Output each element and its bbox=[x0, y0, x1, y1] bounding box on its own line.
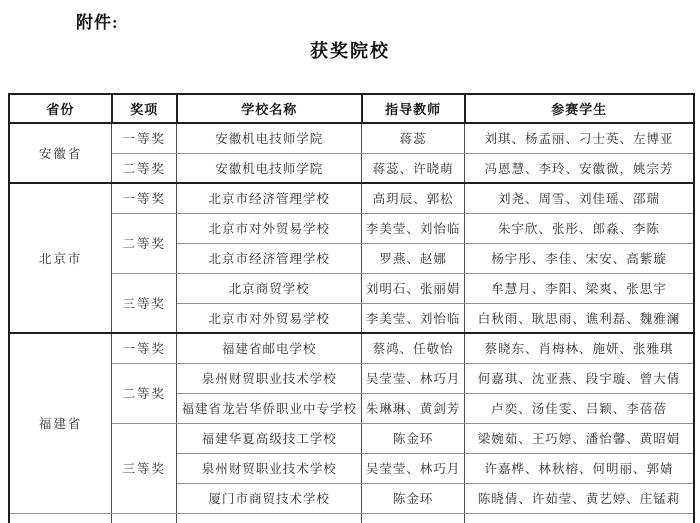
school-cell: 福建华夏高级技工学校 bbox=[177, 423, 362, 453]
header-cell-award: 奖项 bbox=[112, 94, 177, 123]
teachers-cell: 蔡鸿、任敬怡 bbox=[362, 333, 465, 363]
school-cell: 安徽机电技师学院 bbox=[177, 153, 362, 183]
award-table bbox=[8, 93, 695, 523]
page-title: 获奖院校 bbox=[310, 41, 390, 61]
students-cell: 朱宇欣、张彤、郎淼、李陈 bbox=[465, 213, 695, 243]
students-cell: 刘尧、周雪、刘佳瑶、邵瑞 bbox=[465, 183, 695, 213]
school-cell: 北京市经济管理学校 bbox=[177, 183, 362, 213]
students-cell: 卢奕、汤佳雯、吕颖、李蓓蓓 bbox=[465, 393, 695, 423]
table-row bbox=[9, 183, 694, 213]
school-cell: 泉州财贸职业技术学校 bbox=[177, 363, 362, 393]
students-cell bbox=[465, 513, 695, 523]
award-cell: 一等奖 bbox=[112, 123, 177, 153]
school-cell: 福建省龙岩华侨职业中专学校 bbox=[177, 393, 362, 423]
province-cell: 安徽省 bbox=[9, 123, 112, 183]
teachers-cell: 朱琳琳、黄剑芳 bbox=[362, 393, 465, 423]
province-cell: 福建省 bbox=[9, 333, 112, 513]
award-cell: 三等奖 bbox=[112, 273, 177, 333]
school-cell: 北京市对外贸易学校 bbox=[177, 303, 362, 333]
school-cell: 泉州财贸职业技术学校 bbox=[177, 453, 362, 483]
header-cell-teachers: 指导教师 bbox=[362, 94, 465, 123]
school-cell: 福建省邮电学校 bbox=[177, 333, 362, 363]
award-cell bbox=[112, 513, 177, 523]
attachment-label: 附件: bbox=[76, 13, 119, 32]
table-row bbox=[9, 273, 694, 303]
school-cell: 安徽机电技师学院 bbox=[177, 123, 362, 153]
award-cell: 一等奖 bbox=[112, 333, 177, 363]
teachers-cell: 蒋蕊、许晓萌 bbox=[362, 153, 465, 183]
students-cell: 陈晓倩、许茹莹、黄艺婷、庄锰莉 bbox=[465, 483, 695, 513]
award-cell: 一等奖 bbox=[112, 183, 177, 213]
school-cell: 厦门市商贸技术学校 bbox=[177, 483, 362, 513]
province-cell: 北京市 bbox=[9, 183, 112, 333]
students-cell: 冯恩慧、李玲、安徽微，姚宗芳 bbox=[465, 153, 695, 183]
table-row bbox=[9, 423, 694, 453]
students-cell: 白秋雨、耿思雨、谯利磊、魏雅澜 bbox=[465, 303, 695, 333]
teachers-cell: 陈金环 bbox=[362, 483, 465, 513]
school-cell bbox=[177, 513, 362, 523]
students-cell: 杨宇彤、李佳、宋安、高紫璇 bbox=[465, 243, 695, 273]
students-cell: 牟慧月、李阳、梁爽、张思宇 bbox=[465, 273, 695, 303]
teachers-cell: 吴莹莹、林巧月 bbox=[362, 363, 465, 393]
students-cell: 梁婉茹、王巧婷、潘怡馨、黄昭娟 bbox=[465, 423, 695, 453]
teachers-cell: 刘明石、张丽娟 bbox=[362, 273, 465, 303]
school-cell: 北京市对外贸易学校 bbox=[177, 213, 362, 243]
teachers-cell: 李美莹、刘怡临 bbox=[362, 213, 465, 243]
table-row bbox=[9, 333, 694, 363]
teachers-cell: 陈金环 bbox=[362, 423, 465, 453]
header-cell-students: 参赛学生 bbox=[465, 94, 695, 123]
header-cell-province: 省份 bbox=[9, 94, 112, 123]
students-cell: 蔡晓东、肖梅林、施妍、张雅琪 bbox=[465, 333, 695, 363]
table-row bbox=[9, 153, 694, 183]
table-row bbox=[9, 123, 694, 153]
table-row bbox=[9, 213, 694, 243]
school-cell: 北京市经济管理学校 bbox=[177, 243, 362, 273]
teachers-cell: 罗燕、赵娜 bbox=[362, 243, 465, 273]
school-cell: 北京商贸学校 bbox=[177, 273, 362, 303]
teachers-cell: 李美莹、刘怡临 bbox=[362, 303, 465, 333]
teachers-cell: 高玥辰、郭松 bbox=[362, 183, 465, 213]
students-cell: 刘琪、杨孟丽、刁士英、左博亚 bbox=[465, 123, 695, 153]
teachers-cell: 蒋蕊 bbox=[362, 123, 465, 153]
award-cell: 二等奖 bbox=[112, 153, 177, 183]
header-cell-school: 学校名称 bbox=[177, 94, 362, 123]
students-cell: 何嘉琪、沈亚燕、段宇璇、曾大倩 bbox=[465, 363, 695, 393]
province-cell bbox=[9, 513, 112, 523]
table-row bbox=[9, 363, 694, 393]
award-cell: 二等奖 bbox=[112, 363, 177, 423]
teachers-cell bbox=[362, 513, 465, 523]
table-header-row bbox=[9, 94, 694, 123]
award-cell: 二等奖 bbox=[112, 213, 177, 273]
students-cell: 许嘉桦、林秋榕、何明丽、郭婧 bbox=[465, 453, 695, 483]
award-cell: 三等奖 bbox=[112, 423, 177, 513]
table-row-continued bbox=[9, 513, 694, 523]
teachers-cell: 吴莹莹、林巧月 bbox=[362, 453, 465, 483]
